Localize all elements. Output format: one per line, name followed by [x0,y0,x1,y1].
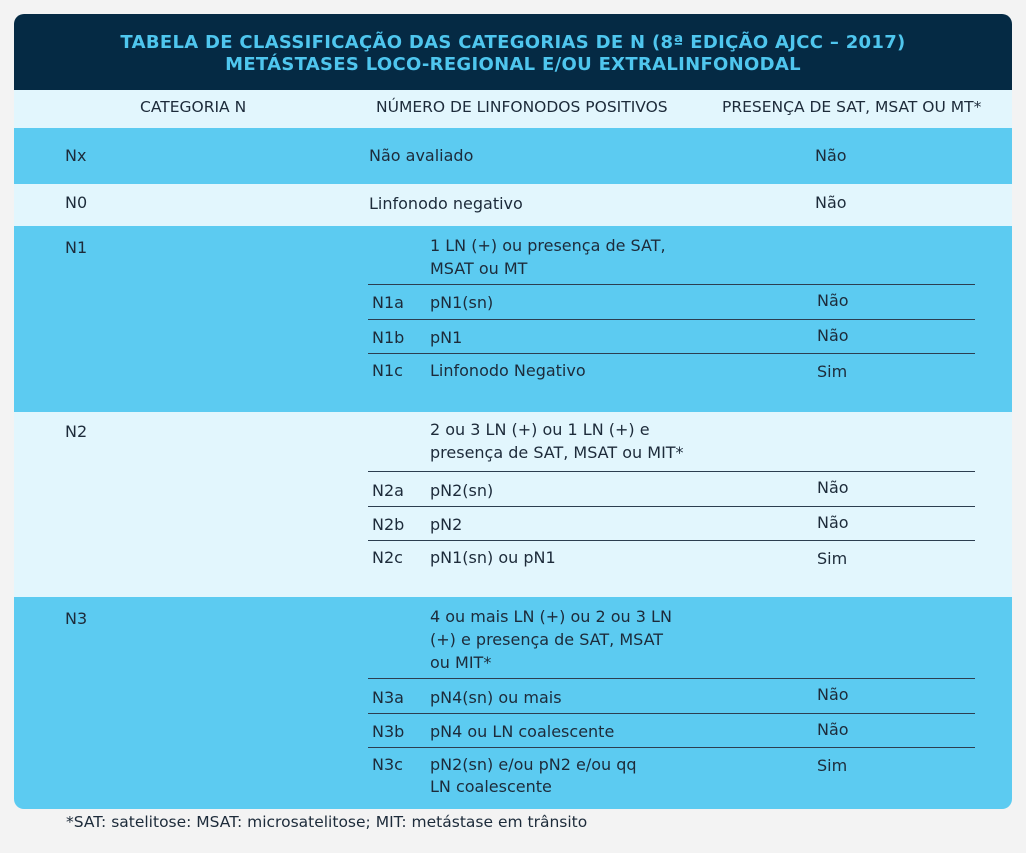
row-description: Não avaliado [369,146,474,165]
group-description-line: MSAT ou MT [430,259,528,278]
group-description-line: 2 ou 3 LN (+) ou 1 LN (+) e [430,420,650,439]
row-category: Nx [65,146,87,165]
row-presence: Não [815,146,847,165]
sub-code: N1c [372,361,403,380]
row-divider [368,506,975,507]
row-divider [368,471,975,472]
table-title-line-1: TABELA DE CLASSIFICAÇÃO DAS CATEGORIAS DE N (8ª EDIÇÃO AJCC – 2017) [120,32,906,53]
group-description-line: ou MIT* [430,653,492,672]
sub-code: N1a [372,293,404,312]
table-row [14,184,1012,226]
sub-description: pN1(sn) [430,293,494,312]
table-title-line-2: METÁSTASES LOCO-REGIONAL E/OU EXTRALINFONODAL [225,54,801,75]
sub-description: pN2(sn) [430,481,494,500]
sub-presence: Não [817,685,849,704]
row-divider [368,353,975,354]
table-header [14,14,1012,90]
group-description-line: 1 LN (+) ou presença de SAT, [430,236,666,255]
sub-description: pN4(sn) ou mais [430,688,562,707]
sub-description: pN2 [430,515,463,534]
row-divider [368,713,975,714]
column-header-numero: NÚMERO DE LINFONODOS POSITIVOS [376,98,668,116]
sub-presence: Não [817,720,849,739]
sub-code: N2b [372,515,405,534]
sub-code: N1b [372,328,405,347]
sub-code: N3c [372,755,403,774]
sub-presence: Não [817,291,849,310]
sub-presence: Sim [817,362,848,381]
sub-description: pN1(sn) ou pN1 [430,548,556,567]
row-category: N0 [65,193,88,212]
group-category: N2 [65,422,88,441]
sub-presence: Sim [817,549,848,568]
sub-code: N3b [372,722,405,741]
table-group-n1 [14,226,1012,412]
sub-code: N3a [372,688,404,707]
row-presence: Não [815,193,847,212]
sub-code: N2a [372,481,404,500]
row-divider [368,678,975,679]
sub-description: pN2(sn) e/ou pN2 e/ou qq [430,755,637,774]
row-divider [368,319,975,320]
group-category: N1 [65,238,88,257]
sub-presence: Não [817,326,849,345]
group-description-line: presença de SAT, MSAT ou MIT* [430,443,684,462]
row-divider [368,540,975,541]
column-header-presenca: PRESENÇA DE SAT, MSAT OU MT* [722,98,982,116]
classification-table [14,14,1012,809]
sub-description: pN4 ou LN coalescente [430,722,615,741]
table-row [14,128,1012,184]
group-category: N3 [65,609,88,628]
sub-description: LN coalescente [430,777,552,796]
sub-code: N2c [372,548,403,567]
group-description-line: (+) e presença de SAT, MSAT [430,630,664,649]
column-header-categoria: CATEGORIA N [140,98,247,116]
column-headers [14,90,1012,128]
table-group-n3 [14,597,1012,809]
sub-presence: Sim [817,756,848,775]
footnote: *SAT: satelitose: MSAT: microsatelitose; MIT: metástase em trânsito [66,813,588,831]
row-divider [368,284,975,285]
row-description: Linfonodo negativo [369,194,523,213]
row-divider [368,747,975,748]
sub-description: pN1 [430,328,463,347]
sub-presence: Não [817,513,849,532]
group-description-line: 4 ou mais LN (+) ou 2 ou 3 LN [430,607,672,626]
table-group-n2 [14,412,1012,597]
sub-description: Linfonodo Negativo [430,361,586,380]
sub-presence: Não [817,478,849,497]
